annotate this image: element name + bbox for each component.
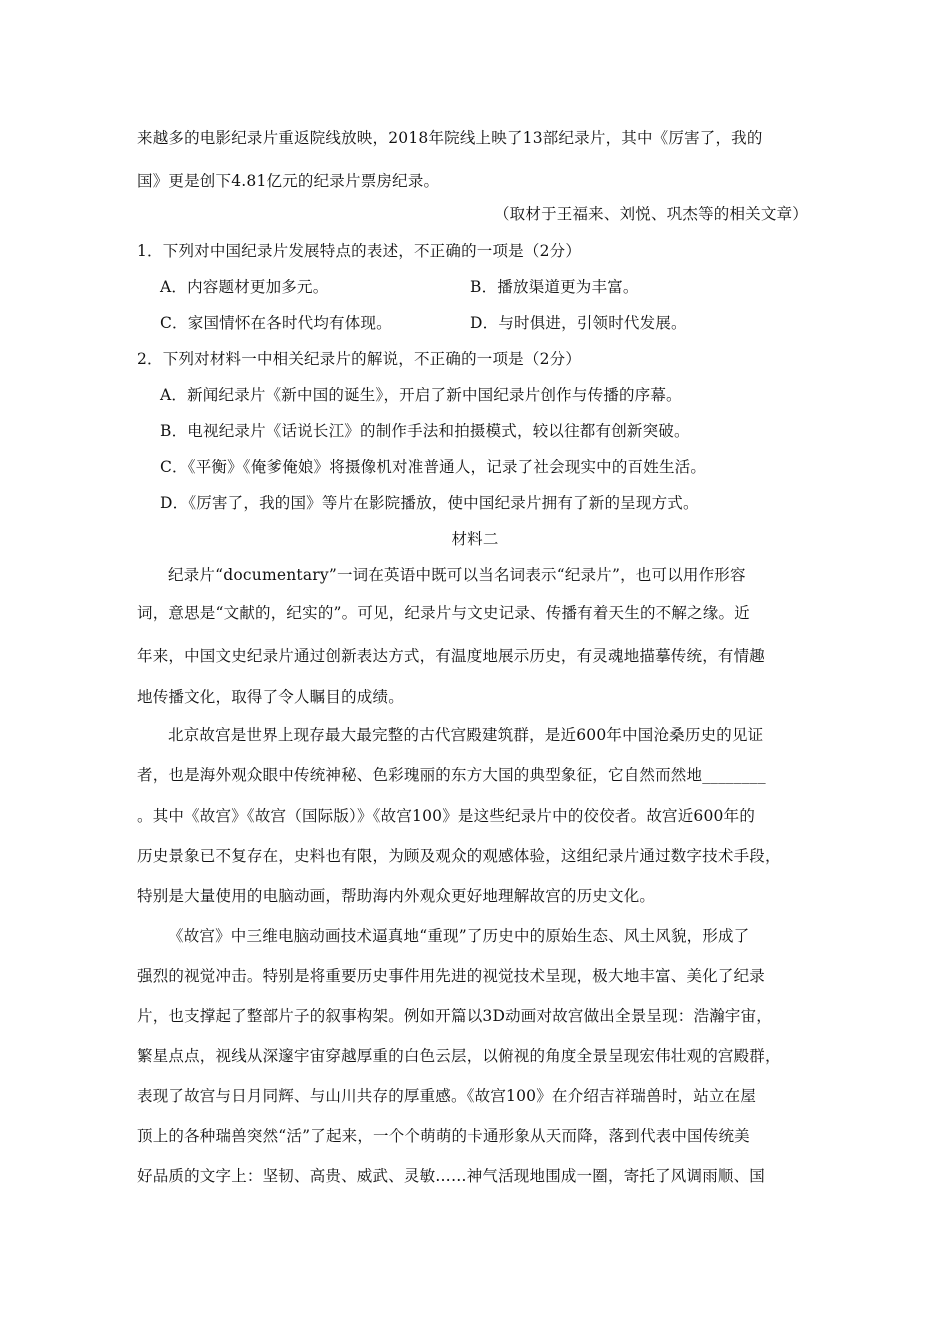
paragraph-line: 顶上的各种瑞兽突然“活”了起来，一个个萌萌的卡通形象从天而降，落到代表中国传统美 <box>137 1127 750 1145</box>
paragraph-line: 地传播文化，取得了令人瞩目的成绩。 <box>137 688 404 706</box>
question-stem-2: 2．下列对材料一中相关纪录片的解说，不正确的一项是（2分） <box>137 350 582 368</box>
question-1-option-d: D．与时俱进，引领时代发展。 <box>470 314 687 332</box>
material-two-heading: 材料二 <box>451 530 499 548</box>
paragraph-line: 强烈的视觉冲击。特别是将重要历史事件用先进的视觉技术呈现，极大地丰富、美化了纪录 <box>137 967 766 985</box>
paragraph-line: 纪录片“documentary”一词在英语中既可以当名词表示“纪录片”，也可以用作形容 <box>168 566 746 584</box>
question-2-option-d: D．《厉害了，我的国》等片在影院播放，使中国纪录片拥有了新的呈现方式。 <box>160 494 699 512</box>
paragraph-line: 好品质的文字上：坚韧、高贵、威武、灵敏……神气活现地围成一圈，寄托了风调雨顺、国 <box>137 1167 766 1185</box>
paragraph-line: 。其中《故宫》《故宫（国际版）》《故宫100》是这些纪录片中的佼佼者。故宫近600年的 <box>137 807 756 825</box>
paragraph-line: 特别是大量使用的电脑动画，帮助海内外观众更好地理解故宫的历史文化。 <box>137 887 656 905</box>
question-2-option-b: B．电视纪录片《话说长江》的制作手法和拍摄模式，较以往都有创新突破。 <box>160 422 690 440</box>
paragraph-line: 历史景象已不复存在，史料也有限，为顾及观众的观感体验，这组纪录片通过数字技术手段， <box>137 847 781 865</box>
question-2-option-c: C．《平衡》《俺爹俺娘》将摄像机对准普通人，记录了社会现实中的百姓生活。 <box>160 458 707 476</box>
paragraph-line: 繁星点点，视线从深邃宇宙穿越厚重的白色云层，以俯视的角度全景呈现宏伟壮观的宫殿群， <box>137 1047 781 1065</box>
paragraph-line: 者，也是海外观众眼中传统神秘、色彩瑰丽的东方大国的典型象征，它自然而然地________ <box>137 766 766 784</box>
question-1-option-b: B．播放渠道更为丰富。 <box>470 278 639 296</box>
question-2-option-a: A．新闻纪录片《新中国的诞生》，开启了新中国纪录片创作与传播的序幕。 <box>160 386 682 404</box>
material-one-line: 国》更是创下4.81亿元的纪录片票房纪录。 <box>137 172 440 190</box>
material-one-line: 来越多的电影纪录片重返院线放映，2018年院线上映了13部纪录片，其中《厉害了，我的 <box>137 129 763 147</box>
paragraph-line: 表现了故宫与日月同辉、与山川共存的厚重感。《故宫100》在介绍吉祥瑞兽时，站立在屋 <box>137 1087 757 1105</box>
paragraph-line: 词，意思是“文献的，纪实的”。可见，纪录片与文史记录、传播有着天生的不解之缘。近 <box>137 604 750 622</box>
paragraph-line: 北京故宫是世界上现存最大最完整的古代宫殿建筑群，是近600年中国沧桑历史的见证 <box>168 726 764 744</box>
question-1-option-a: A．内容题材更加多元。 <box>160 278 329 296</box>
paragraph-line: 《故宫》中三维电脑动画技术逼真地“重现”了历史中的原始生态、风土风貌，形成了 <box>168 927 750 945</box>
paragraph-line: 年来，中国文史纪录片通过创新表达方式，有温度地展示历史，有灵魂地描摹传统，有情趣 <box>137 647 766 665</box>
paragraph-line: 片，也支撑起了整部片子的叙事构架。例如开篇以3D动画对故宫做出全景呈现：浩瀚宇宙， <box>137 1007 772 1025</box>
question-1-option-c: C．家国情怀在各时代均有体现。 <box>160 314 392 332</box>
question-stem-1: 1．下列对中国纪录片发展特点的表述，不正确的一项是（2分） <box>137 242 582 260</box>
material-one-source: （取材于王福来、刘悦、巩杰等的相关文章） <box>493 205 808 223</box>
